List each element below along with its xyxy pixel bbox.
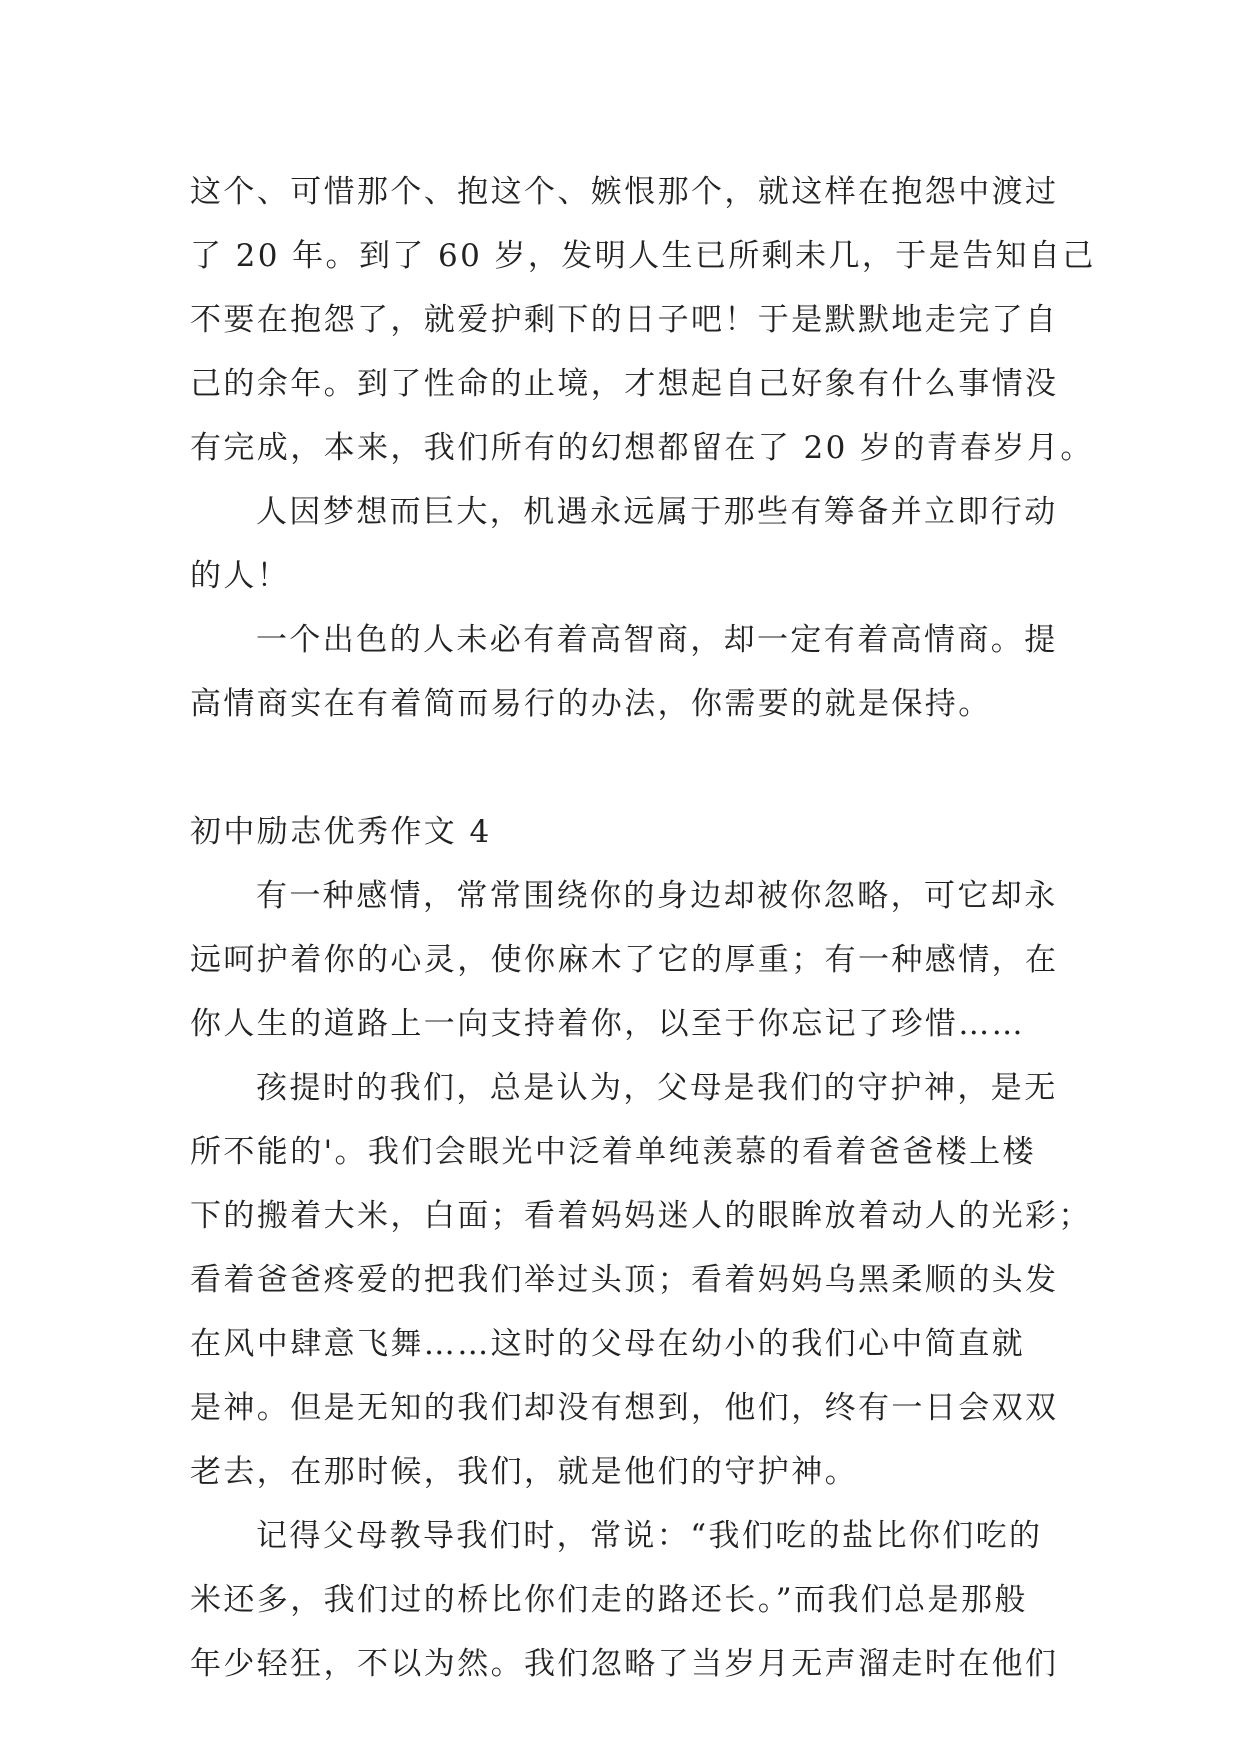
spacer bbox=[190, 736, 1070, 800]
paragraph-2 bbox=[190, 480, 1070, 608]
paragraph-4 bbox=[190, 864, 1070, 1056]
paragraph-3 bbox=[190, 608, 1070, 736]
text-line: 一个出色的人未必有着高智商，却一定有着高情商。提 bbox=[256, 622, 1058, 658]
text-line: 老去，在那时候，我们，就是他们的守护神。 bbox=[190, 1454, 858, 1490]
text-line: 这个、可惜那个、抱这个、嫉恨那个，就这样在抱怨中渡过 bbox=[190, 174, 1059, 210]
text-line: 看着爸爸疼爱的把我们举过头顶；看着妈妈乌黑柔顺的头发 bbox=[190, 1262, 1059, 1298]
text-line: 有一种感情，常常围绕你的身边却被你忽略，可它却永 bbox=[256, 878, 1058, 914]
document-body bbox=[190, 160, 1096, 1696]
text-line: 不要在抱怨了，就爱护剩下的日子吧！于是默默地走完了自 bbox=[190, 302, 1059, 338]
text-line: 你人生的道路上一向支持着你，以至于你忘记了珍惜…… bbox=[190, 1006, 1025, 1042]
text-line: 下的搬着大米，白面；看着妈妈迷人的眼眸放着动人的光彩； bbox=[190, 1198, 1092, 1234]
text-line: 在风中肆意飞舞……这时的父母在幼小的我们心中简直就 bbox=[190, 1326, 1025, 1362]
section-title: 初中励志优秀作文 4 bbox=[190, 814, 492, 850]
paragraph-6 bbox=[190, 1504, 1070, 1696]
text-line: 米还多，我们过的桥比你们走的路还长。”而我们总是那般 bbox=[190, 1582, 1028, 1618]
text-line: 的人！ bbox=[190, 558, 291, 594]
text-line: 了 20 年。到了 60 岁，发明人生已所剩未几，于是告知自己 bbox=[190, 238, 1096, 274]
text-line: 孩提时的我们，总是认为，父母是我们的守护神，是无 bbox=[256, 1070, 1058, 1106]
paragraph-1 bbox=[190, 160, 1096, 480]
text-line: 有完成，本来，我们所有的幻想都留在了 20 岁的青春岁月。 bbox=[190, 430, 1094, 466]
text-line: 年少轻狂，不以为然。我们忽略了当岁月无声溜走时在他们 bbox=[190, 1646, 1059, 1682]
text-line: 己的余年。到了性命的止境，才想起自己好象有什么事情没 bbox=[190, 366, 1059, 402]
text-line: 记得父母教导我们时，常说：“我们吃的盐比你们吃的 bbox=[256, 1518, 1043, 1554]
text-line: 高情商实在有着简而易行的办法，你需要的就是保持。 bbox=[190, 686, 992, 722]
text-line: 人因梦想而巨大，机遇永远属于那些有筹备并立即行动 bbox=[256, 494, 1058, 530]
text-line: 是神。但是无知的我们却没有想到，他们，终有一日会双双 bbox=[190, 1390, 1059, 1426]
paragraph-5 bbox=[190, 1056, 1092, 1504]
text-line: 所不能的'。我们会眼光中泛着单纯羡慕的看着爸爸楼上楼 bbox=[190, 1134, 1036, 1170]
text-line: 远呵护着你的心灵，使你麻木了它的厚重；有一种感情，在 bbox=[190, 942, 1059, 978]
